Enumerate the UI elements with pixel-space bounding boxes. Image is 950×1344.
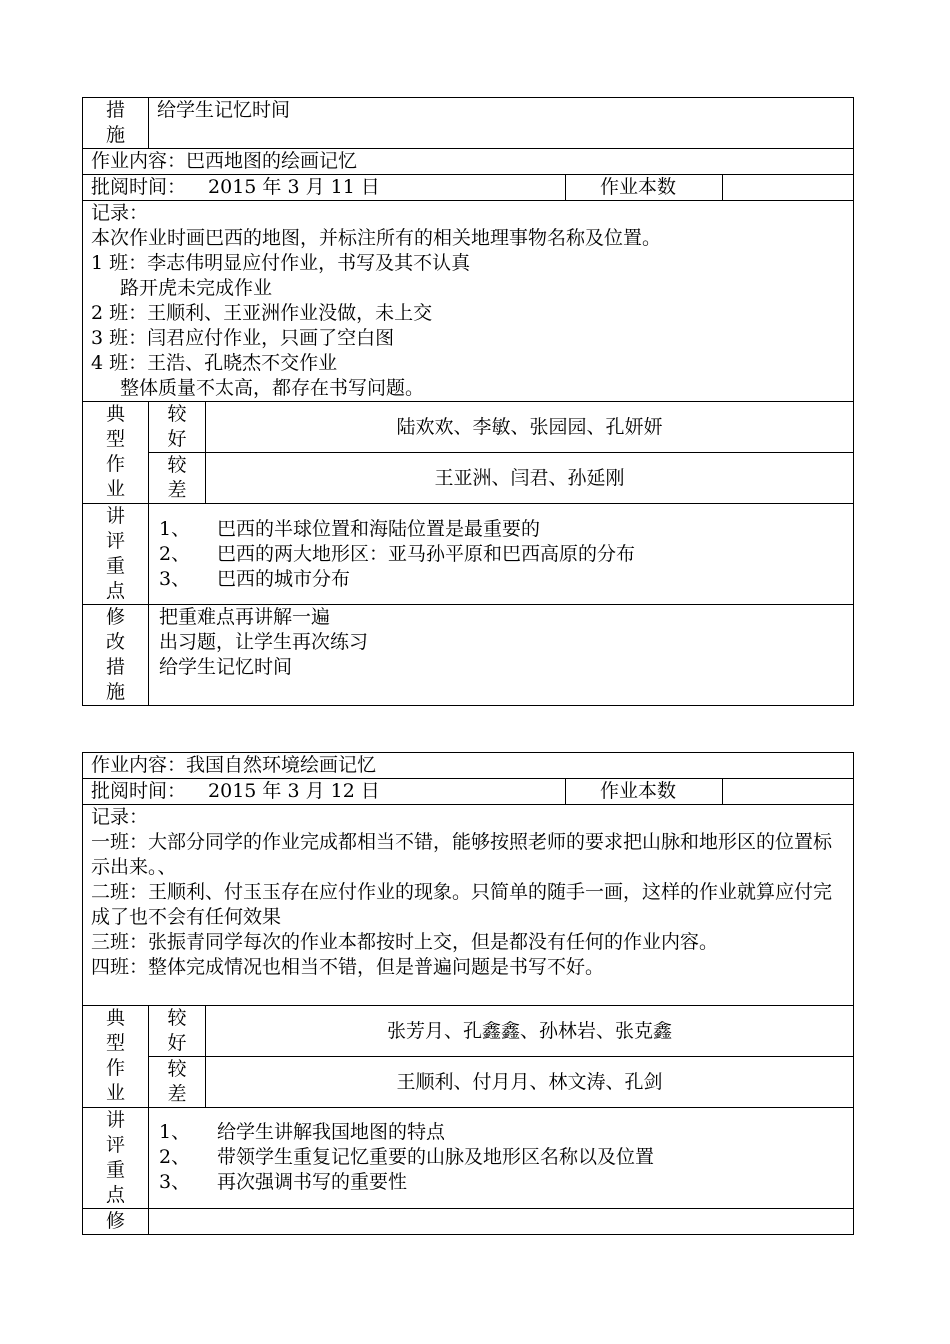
review-date: 2015 年 3 月 12 日	[208, 780, 380, 802]
bad-students: 王亚洲、闫君、孙延刚	[206, 453, 854, 504]
fix-measure-cell	[149, 1209, 854, 1235]
key-points-cell	[149, 504, 854, 605]
key-point-item: 2、 巴西的两大地形区：亚马孙平原和巴西高原的分布	[159, 542, 636, 565]
count-label: 作业本数	[566, 779, 723, 805]
key-point-item: 2、 带领学生重复记忆重要的山脉及地形区名称以及位置	[159, 1146, 655, 1168]
key-points-cell	[149, 1108, 854, 1209]
fix-measure-cell	[149, 605, 854, 706]
key-point-item: 1、 给学生讲解我国地图的特点	[159, 1121, 446, 1143]
fix-line: 给学生记忆时间	[159, 656, 293, 678]
count-value	[723, 175, 854, 201]
key-point-item: 3、 再次强调书写的重要性	[159, 1171, 408, 1193]
record-line: 3 班：闫君应付作业，只画了空白图	[91, 327, 395, 349]
typical-label: 典型作业	[83, 1006, 149, 1108]
measure-text: 给学生记忆时间	[149, 98, 854, 149]
record-cell	[83, 805, 854, 1006]
content-row: 作业内容：巴西地图的绘画记忆	[83, 149, 854, 175]
good-label: 较好	[149, 1006, 206, 1057]
review-time-label: 批阅时间：	[91, 176, 187, 198]
fix-line: 把重难点再讲解一遍	[159, 606, 331, 628]
good-students: 陆欢欢、李敏、张园园、孔妍妍	[206, 402, 854, 453]
key-point-item: 1、 巴西的半球位置和海陆位置是最重要的	[159, 517, 541, 540]
review-date: 2015 年 3 月 11 日	[208, 176, 380, 198]
review-time-label: 批阅时间：	[91, 780, 187, 802]
record-line: 2 班：王顺利、王亚洲作业没做，未上交	[91, 302, 433, 324]
record-line: 整体质量不太高，都存在书写问题。	[120, 377, 425, 399]
good-students: 张芳月、孔鑫鑫、孙林岩、张克鑫	[206, 1006, 854, 1057]
homework-table-1	[82, 97, 854, 706]
record-cell	[83, 201, 854, 402]
bad-students: 王顺利、付月月、林文涛、孔剑	[206, 1057, 854, 1108]
record-line: 4 班：王浩、孔晓杰不交作业	[91, 352, 338, 374]
fix-measure-label: 修	[83, 1209, 149, 1235]
homework-table-2	[82, 752, 854, 1235]
record-line: 本次作业时画巴西的地图，并标注所有的相关地理事物名称及位置。	[91, 227, 662, 249]
count-label: 作业本数	[566, 175, 723, 201]
bad-label: 较差	[149, 1057, 206, 1108]
fix-measure-label: 修改措施	[83, 605, 149, 706]
good-label: 较好	[149, 402, 206, 453]
record-line: 三班：张振青同学每次的作业本都按时上交，但是都没有任何的作业内容。	[91, 931, 719, 953]
record-title: 记录：	[91, 806, 149, 828]
key-points-label: 讲评重点	[83, 1108, 149, 1209]
content-row: 作业内容：我国自然环境绘画记忆	[83, 753, 854, 779]
count-value	[723, 779, 854, 805]
key-point-item: 3、 巴西的城市分布	[159, 567, 351, 590]
measure-label: 措施	[83, 98, 149, 149]
record-line: 一班：大部分同学的作业完成都相当不错，能够按照老师的要求把山脉和地形区的位置标示出来。、	[91, 831, 833, 878]
review-time	[83, 779, 566, 805]
key-points-label: 讲评重点	[83, 504, 149, 605]
record-title: 记录：	[91, 202, 149, 224]
bad-label: 较差	[149, 453, 206, 504]
fix-line: 出习题，让学生再次练习	[159, 631, 369, 653]
record-line: 1 班：李志伟明显应付作业，书写及其不认真	[91, 252, 471, 274]
typical-label: 典型作业	[83, 402, 149, 504]
record-line: 二班：王顺利、付玉玉存在应付作业的现象。只简单的随手一画，这样的作业就算应付完成了也不会有任何效果	[91, 881, 833, 928]
record-line: 四班：整体完成情况也相当不错，但是普遍问题是书写不好。	[91, 956, 605, 978]
record-line: 路开虎未完成作业	[120, 277, 273, 299]
review-time	[83, 175, 566, 201]
